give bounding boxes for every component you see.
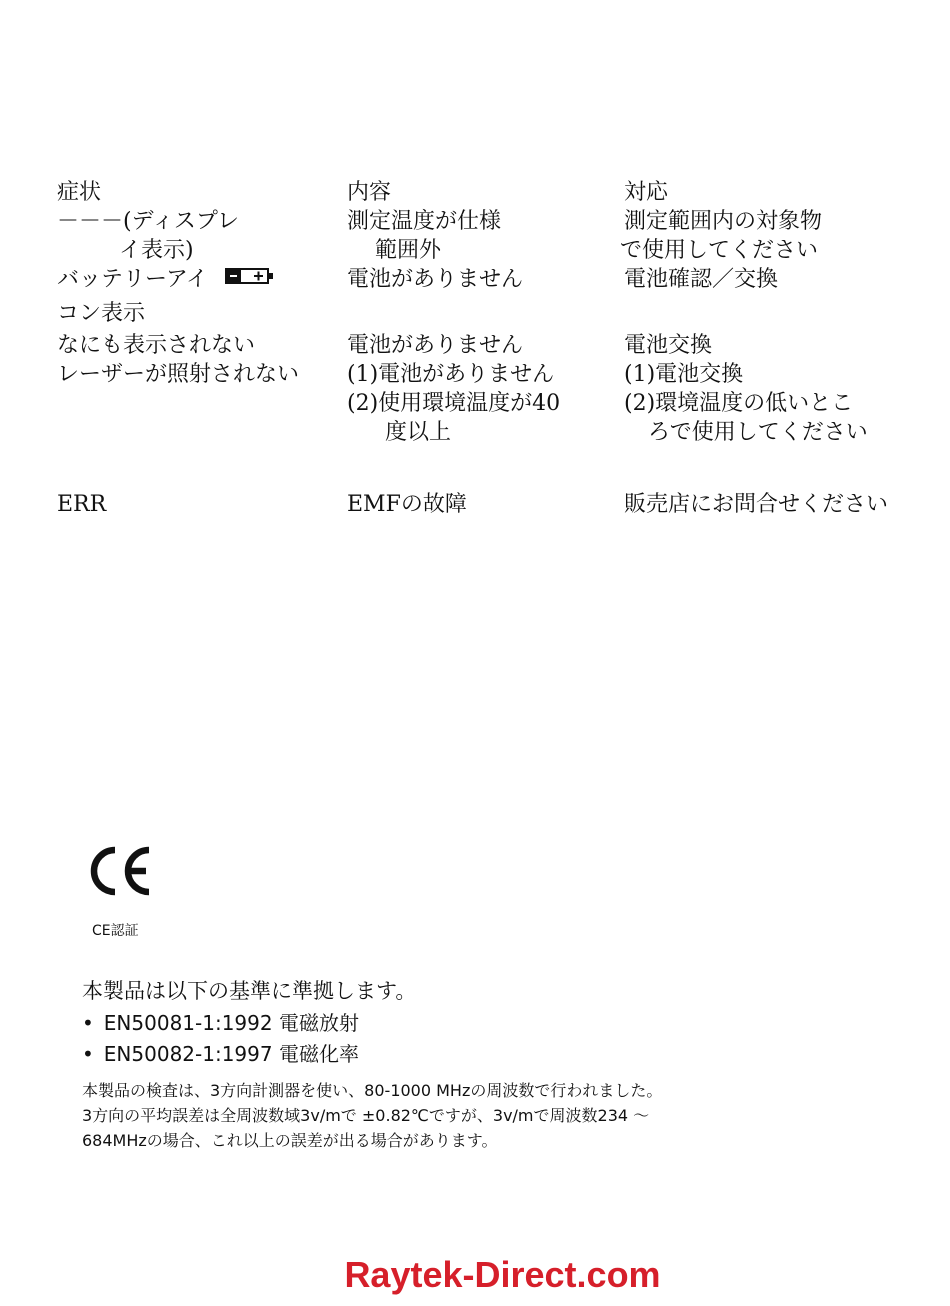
ce-mark-icon xyxy=(88,845,154,901)
table-cell: ERR xyxy=(57,492,107,517)
list-item: • EN50082-1:1997 電磁化率 xyxy=(82,1039,359,1070)
ce-caption: CE認証 xyxy=(92,923,139,939)
table-cell: 測定範囲内の対象物 で使用してください xyxy=(620,209,823,263)
table-cell: 測定温度が仕様 範囲外 xyxy=(347,209,502,263)
table-cell: なにも表示されない xyxy=(57,333,256,358)
table-cell: 電池がありません xyxy=(347,333,524,358)
table-cell: バッテリーアイ コン表示 xyxy=(57,265,275,328)
standards-list xyxy=(82,1008,359,1070)
table-cell: 電池確認／交換 xyxy=(624,267,779,292)
table-cell: 電池交換 xyxy=(624,333,713,358)
header-symptom: 症状 xyxy=(57,180,102,205)
table-cell: レーザーが照射されない xyxy=(57,362,300,387)
table-cell: (1)電池がありません (2)使用環境温度が40 度以上 xyxy=(347,362,561,445)
header-content: 内容 xyxy=(347,180,392,205)
table-cell: 販売店にお問合せください xyxy=(624,492,889,517)
table-cell: 電池がありません xyxy=(347,267,524,292)
header-action: 対応 xyxy=(624,180,669,205)
table-cell: EMFの故障 xyxy=(347,492,467,517)
standards-intro: 本製品は以下の基準に準拠します。 xyxy=(82,979,417,1003)
footer-brand: Raytek-Direct.com xyxy=(344,1254,661,1295)
list-item: • EN50081-1:1992 電磁放射 xyxy=(82,1008,359,1039)
test-notes: 本製品の検査は、3方向計測器を使い、80-1000 MHzの周波数で行われました。 3方向の平均誤差は全周波数域3v/mで ±0.82℃ですが、3v/mで周波数234 ～ 684MHzの場合、これ以上の誤差が出る場合があります。 xyxy=(82,1081,663,1150)
battery-low-icon xyxy=(225,264,275,293)
table-cell: －－－(ディスプレ イ表示) xyxy=(57,209,239,263)
table-cell: (1)電池交換 (2)環境温度の低いとこ ろで使用してください xyxy=(624,362,868,445)
